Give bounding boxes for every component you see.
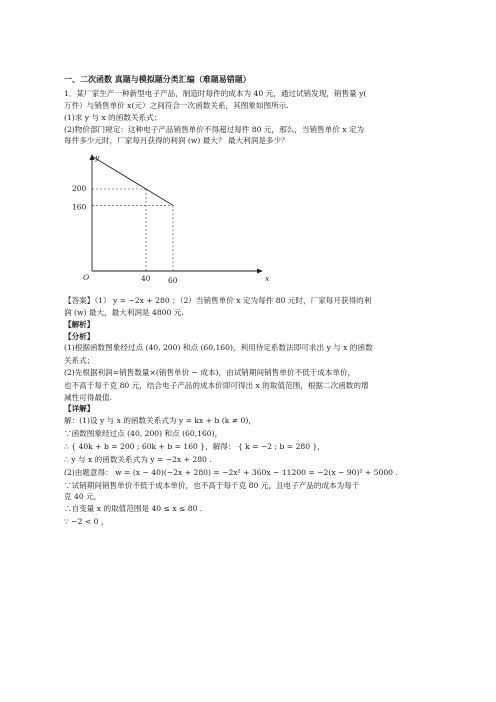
document-content: [64, 74, 436, 528]
function-graph: [64, 149, 274, 289]
section-title: 一、二次函数 真题与模拟题分类汇编（难题易错题）: [64, 75, 251, 84]
solution-step-4: ∴ y 与 x 的函数关系式为 y = −2x + 280 .: [64, 454, 212, 464]
y-axis-label: y: [95, 153, 100, 163]
series-line: [92, 156, 173, 205]
analysis-p2-line-3: 减性可得最值.: [64, 392, 112, 402]
answer-line-1: 【答案】（1） y = −2x + 280 ；（2）当销售单价 x 定为每件 80 元时，厂家每月获得的利: [64, 296, 372, 306]
x-axis-label: x: [265, 274, 270, 284]
x-tick-label-60: 60: [168, 276, 178, 286]
x-axis-arrow: [257, 269, 263, 274]
analysis-tag: 【解析】: [64, 319, 95, 329]
analysis-p2-line-2: 也不高于每千克 80 元，结合电子产品的成本价即可得出 x 的取值范围，根据二次函数的增: [64, 380, 369, 390]
solution-step-3: ∴ { 40k + b = 200 ; 60k + b = 160 }，解得： { k = −2 ; b = 280 }，: [64, 441, 325, 451]
solution-step-7: 克 40 元，: [64, 492, 102, 502]
analysis-p1-line-2: 关系式；: [64, 356, 95, 366]
problem-stem-line-2: 万件）与销售单价 x(元）之间符合一次函数关系，其图象如图所示.: [64, 101, 289, 111]
solution-step-1: 解：(1)设 y 与 x 的函数关系式为 y = kx + b (k ≠ 0)，: [64, 416, 256, 426]
analysis-p2-line-1: (2)先根据利润=销售数量×(销售单价 − 成本)，由试销期间销售单价不低于成本单价，: [64, 367, 356, 377]
question-2-line-1: (2)物价部门规定：这种电子产品销售单价不得超过每件 80 元，那么，当销售单价 x 定为: [64, 124, 365, 134]
solution-tag: 【详解】: [64, 404, 95, 414]
function-graph-svg: [64, 149, 274, 289]
solution-step-8: ∴自变量 x 的取值范围是 40 ≤ x ≤ 80 .: [64, 504, 203, 514]
question-2-line-2: 每件多少元时，厂家每月获得的利润 (w) 最大？ 最大利润是多少？: [64, 136, 289, 146]
analysis-p1-line-1: (1)根据函数图象经过点 (40, 200) 和点 (60,160)，利用待定系数法即可求出 y 与 x 的函数: [64, 343, 373, 353]
y-tick-label-200: 200: [72, 184, 87, 194]
question-1: (1)求 y 与 x 的函数关系式；: [64, 112, 162, 122]
problem-stem-line-1: 1．某厂家生产一种新型电子产品，制造时每件的成本为 40 元，通过试销发现，销售量 y(: [64, 89, 367, 99]
solution-step-6: ∵试销期间销售单价不低于成本单价，也不高于每千克 80 元，且电子产品的成本为每千: [64, 480, 360, 490]
fenxi-tag: 【分析】: [64, 331, 95, 341]
solution-step-2: ∵函数图象经过点 (40, 200) 和点 (60,160)，: [64, 429, 223, 439]
y-tick-label-160: 160: [72, 202, 87, 212]
x-tick-label-40: 40: [141, 274, 151, 284]
answer-line-2: 润 (w) 最大，最大利润是 4800 元.: [64, 307, 184, 317]
solution-step-9: ∵ −2 < 0 ，: [64, 517, 109, 527]
solution-step-5: (2)由题意得： w = (x − 40)(−2x + 280) = −2x² + 360x − 11200 = −2(x − 90)² + 5000 .: [64, 467, 398, 477]
origin-label: O: [83, 273, 90, 283]
